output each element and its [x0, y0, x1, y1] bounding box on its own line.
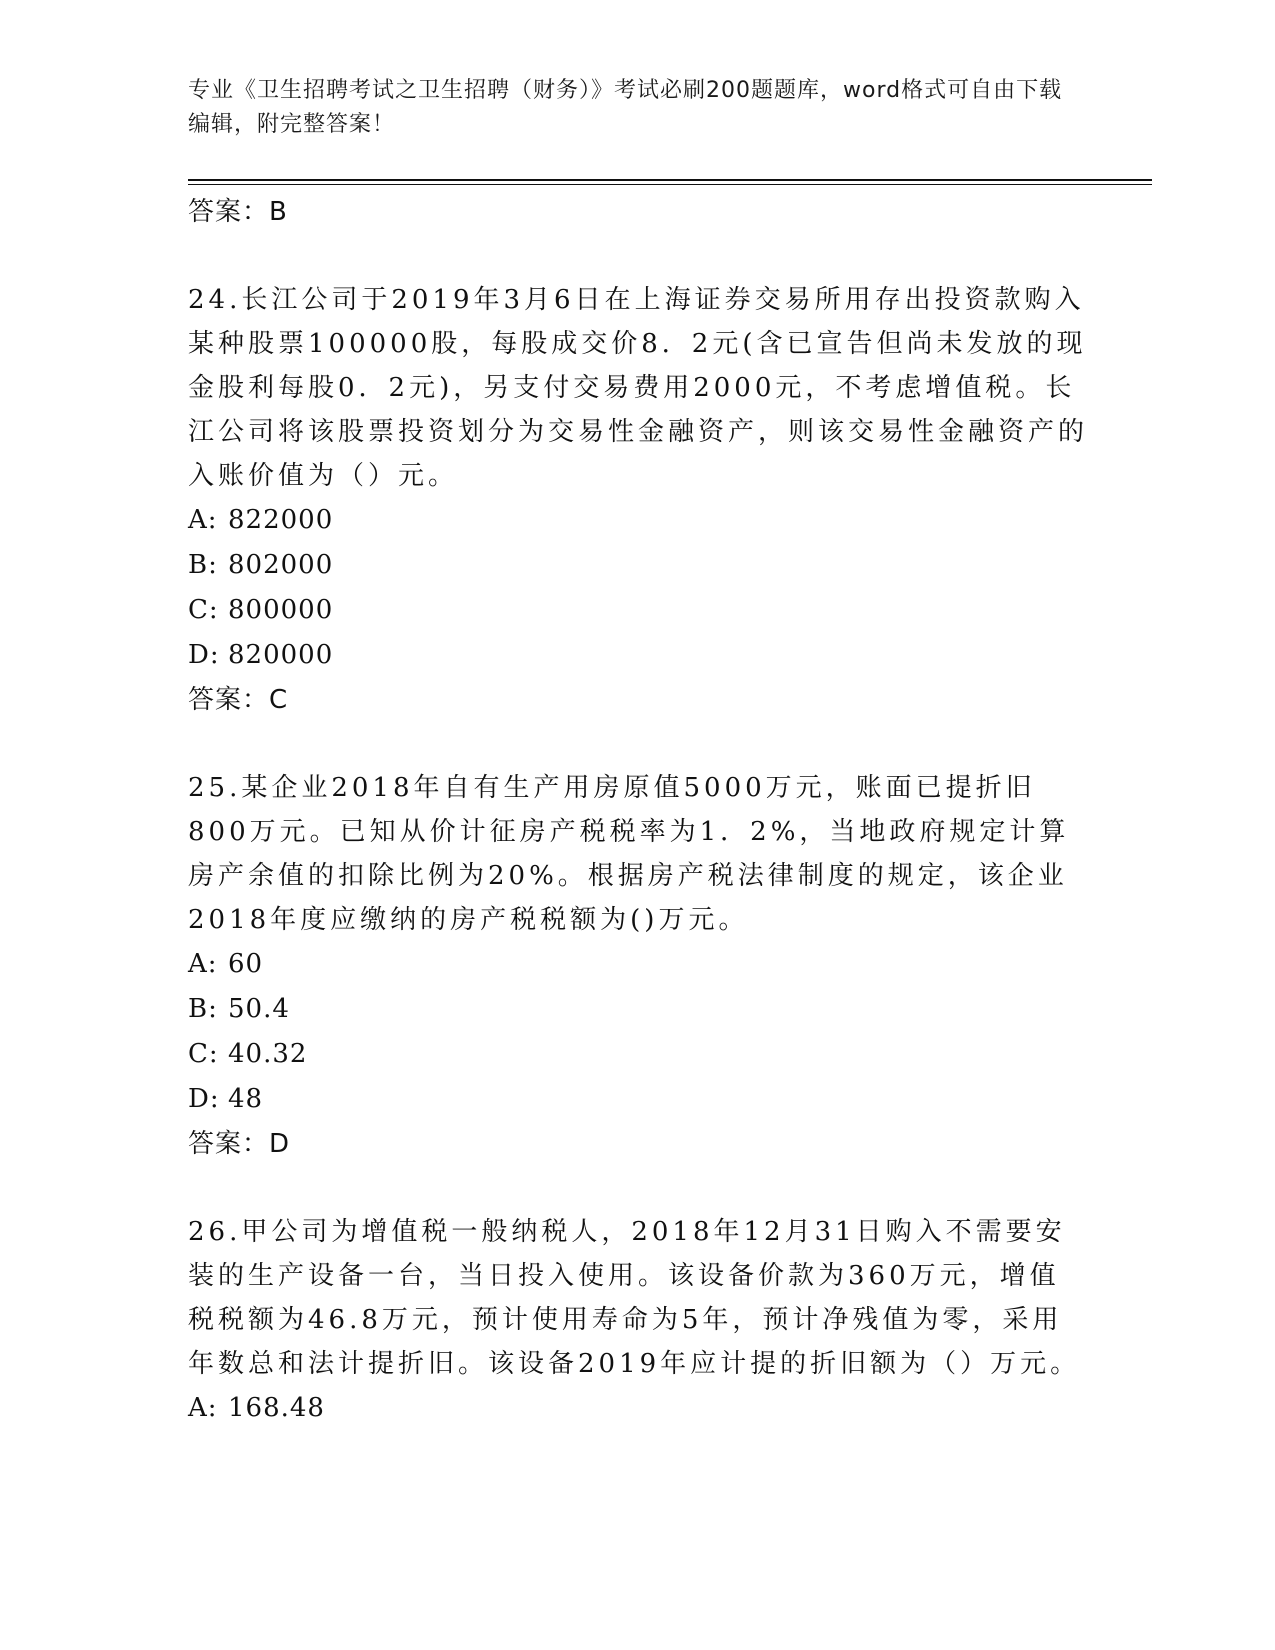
question-block [188, 278, 1088, 722]
option-value: 60 [228, 949, 264, 979]
option-value: 48 [228, 1084, 264, 1114]
question-block [188, 1210, 1088, 1431]
question-list [188, 190, 1088, 1431]
header-divider-thick [188, 179, 1152, 181]
option-a [188, 1386, 1088, 1431]
option-a [188, 498, 1088, 543]
option-key: A: [188, 505, 218, 535]
answer-line: 答案：D [188, 1129, 291, 1159]
option-key: C: [188, 1039, 219, 1069]
option-key: D: [188, 1084, 220, 1114]
option-value: 820000 [228, 640, 334, 670]
option-key: A: [188, 949, 218, 979]
option-d [188, 633, 1088, 678]
option-a [188, 942, 1088, 987]
document-header [188, 74, 1068, 142]
option-value: 822000 [228, 505, 334, 535]
question-block [188, 766, 1088, 1166]
question-stem: 26.甲公司为增值税一般纳税人，2018年12月31日购入不需要安装的生产设备一台，当日投入使用。该设备价款为360万元，增值税税额为46.8万元，预计使用寿命为5年，预计净残值为零，采用年数总和法计提折旧。该设备2019年应计提的折旧额为（）万元。 [188, 1217, 1081, 1379]
header-text: 专业《卫生招聘考试之卫生招聘（财务）》考试必刷200题题库，word格式可自由下载编辑，附完整答案！ [188, 78, 1063, 137]
question-stem: 25.某企业2018年自有生产用房原值5000万元，账面已提折旧800万元。已知从价计征房产税税率为1．2%，当地政府规定计算房产余值的扣除比例为20%。根据房产税法律制度的规定，该企业2018年度应缴纳的房产税税额为()万元。 [188, 773, 1070, 935]
option-c [188, 588, 1088, 633]
option-value: 50.4 [228, 994, 290, 1024]
option-key: D: [188, 640, 220, 670]
answer-line: 答案：C [188, 685, 289, 715]
option-key: A: [188, 1393, 218, 1423]
option-value: 168.48 [228, 1393, 325, 1423]
option-key: B: [188, 550, 218, 580]
option-d [188, 1077, 1088, 1122]
option-value: 802000 [228, 550, 334, 580]
option-key: C: [188, 595, 219, 625]
option-key: B: [188, 994, 218, 1024]
question-stem: 24.长江公司于2019年3月6日在上海证券交易所用存出投资款购入某种股票100000股，每股成交价8．2元(含已宣告但尚未发放的现金股利每股0．2元)，另支付交易费用2000元，不考虑增值税。长江公司将该股票投资划分为交易性金融资产，则该交易性金融资产的入账价值为（）元。 [188, 285, 1089, 491]
answer-line: 答案：B [188, 197, 288, 227]
option-value: 800000 [228, 595, 334, 625]
option-c [188, 1032, 1088, 1077]
header-divider-thin [188, 184, 1152, 185]
option-b [188, 987, 1088, 1032]
option-b [188, 543, 1088, 588]
option-value: 40.32 [228, 1039, 308, 1069]
